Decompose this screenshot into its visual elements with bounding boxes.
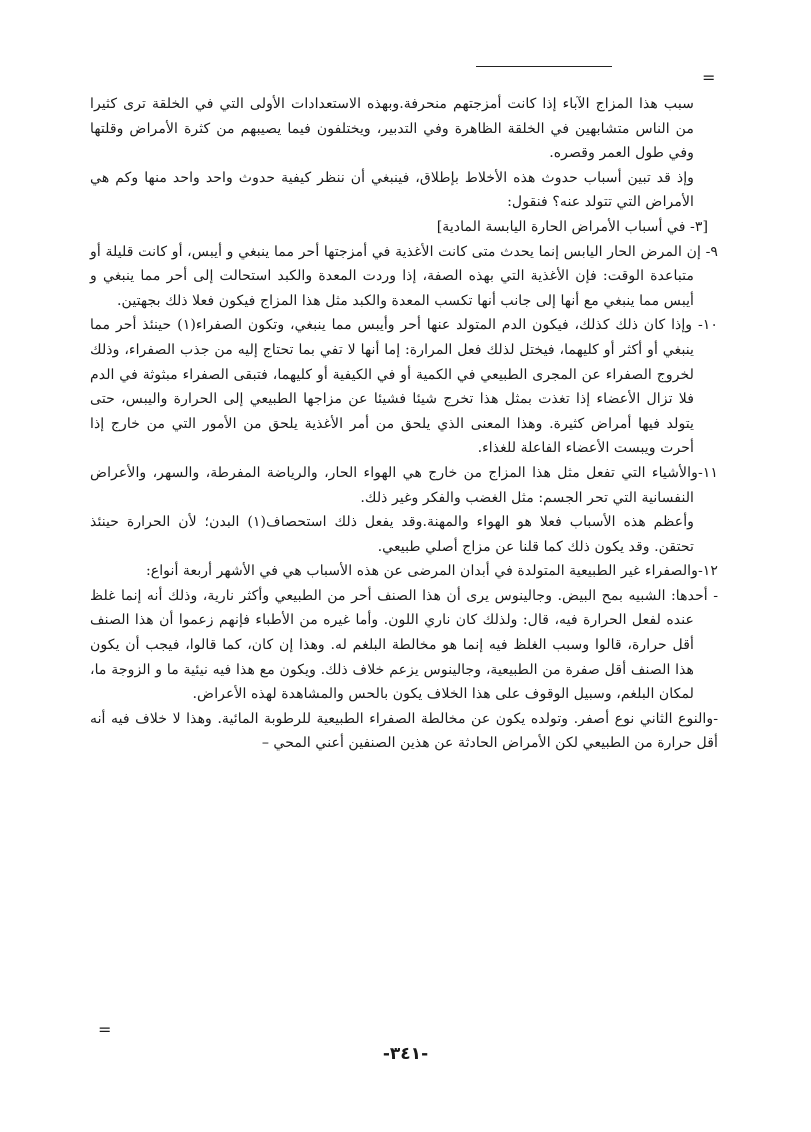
text-line: زعموا أن هذا الصنف أقل حرارة، قالوا وسبب الغلظ فيه إنما هو مخالطة البلغم له. وهذا إن (90, 612, 694, 654)
paragraph (90, 461, 718, 510)
text-line: وإذ قد تبين أسباب حدوث هذه الأخلاط بإطلاق، فينبغي أن ننظر كيفية حدوث واحد (205, 169, 694, 186)
text-line: كان، كما قالوا، فيجب أن يكون هذا الصنف أقل صفرة من الطبيعية، وجالينوس يزعم (90, 637, 695, 678)
text-line: بجهتين. (117, 292, 161, 309)
text-line: هذا الخلاف يكون بالحس والمشاهدة لهذه الأعراض. (192, 686, 491, 703)
text-line: سبب هذا المزاج الآباء إذا كانت أمزجتهم منحرفة.وبهذه الاستعدادات الأولى التي في الخلقة (152, 96, 694, 112)
text-line: ١١-والأشياء التي تفعل مثل هذا المزاج من خارج هي الهواء الحار، والرياضة المفرطة، والسهر، (152, 464, 718, 481)
section-heading (90, 215, 718, 240)
paragraph (90, 510, 718, 559)
continuation-mark-bottom: = (98, 1020, 112, 1039)
text-line: والأعراض النفسانية التي تحر الجسم: مثل الغضب والفكر وغير ذلك. (90, 464, 694, 506)
text-line: أو متباعدة الوقت: فإن الأغذية التي بهذه الصفة، إذا وردت المعدة والكبد استحالت إلى أحر مما ينبغي (90, 243, 694, 285)
text-line: خلاف فيه أنه أقل حرارة من الطبيعي لكن الأمراض الحادثة عن هذين الصنفين أعني المحي – (90, 710, 718, 752)
text-line: و أيبس مما ينبغي مع أنها إلى جانب أنها تكسب المعدة والكبد مثل هذا المزاج فيكون فعلا ذلك (90, 268, 694, 309)
paragraph (90, 313, 718, 461)
paragraph (90, 584, 718, 707)
text-line: يلحق من أمر الأغذية يلحق من الأمور التي من خارج إذا أحرت ويبست الأعضاء الفاعلة (90, 415, 694, 457)
text-line: كليهما، فتبقى الصفراء مبثوثة في الدم فلا تزال الأعضاء إذا تغذت بمثل هذا تخرج شيئا فشيئا (90, 366, 694, 408)
text-line: للغذاء. (477, 440, 517, 457)
text-line: إليه من جذب الصفراء، وذلك لخروج الصفراء عن المجرى الطبيعي في الكمية أو في الكيفية أو (90, 341, 695, 383)
body-text (90, 92, 718, 756)
header-rule (476, 66, 612, 67)
text-line: ترى كثيرا من الناس متشابهين في الخلقة الظاهرة وفي التدبير، ويختلفون فيما يصيبهم من كثرة (90, 96, 694, 137)
continuation-mark-top: = (702, 68, 716, 87)
text-line: وأعظم هذه الأسباب فعلا هو الهواء والمهنة.وقد يفعل ذلك استحصاف(١) البدن؛ لأن (178, 514, 694, 531)
text-line: الحرارة حينئذ تحتقن. وقد يكون ذلك كما قلنا عن مزاج أصلي طبيعي. (90, 514, 694, 555)
paragraph (90, 707, 718, 756)
paragraph (90, 166, 718, 215)
page-number: -٣٤١- (382, 1044, 429, 1064)
text-line: ١٠- وإذا كان ذلك كذلك، فيكون الدم المتولد عنها أحر وأيبس مما ينبغي، وتكون الصفراء(١) (177, 317, 719, 334)
paragraph (90, 240, 718, 314)
text-line: -والنوع الثاني نوع أصفر. وتولده يكون عن مخالطة الصفراء الطبيعية للرطوبة المائية. وهذا لا (172, 710, 718, 727)
text-line: خلاف ذلك. ويكون مع هذا فيه نيئية ما و الزوجة ما، لمكان البلغم، وسبيل الوقوف على (90, 661, 694, 703)
paragraph (90, 559, 718, 584)
text-line: واحد منها وكم هي الأمراض التي تتولد عنه؟ فنقول: (90, 169, 694, 211)
text-line: - أحدها: الشبيه بمح البيض. وجالينوس يرى أن هذا الصنف أحر من الطبيعي وأكثر نارية، وذلك (167, 587, 718, 604)
text-line: [٣- في أسباب الأمراض الحارة اليابسة المادية] (436, 218, 708, 235)
text-line: أنه إنما غلظ عنده لفعل الحرارة فيه، قال: ولذلك كان ناري اللون. وأما غيره من الأطباء فإنهم (90, 587, 694, 629)
text-line: ١٢-والصفراء غير الطبيعية المتولدة في أبدان المرضى عن هذه الأسباب هي في الأشهر أربعة أنواع: (145, 563, 718, 580)
text-line: الأمراض وقلتها وفي طول العمر وقصره. (90, 120, 694, 162)
text-line: حينئذ أحر مما ينبغي أو أكثر أو كليهما، فيختل لذلك فعل المرارة: إما أنها لا تفي بما تحتاج (90, 317, 694, 358)
paragraph (90, 92, 718, 166)
text-line: ٩- إن المرض الحار اليابس إنما يحدث متى كانت الأغذية في أمزجتها أحر مما ينبغي و أيبس، أو كانت قليلة (105, 243, 718, 260)
text-line: عن مزاجها الطبيعي إلى الحرارة واليبس، حتى يتولد فيها أمراض كثيرة. وهذا المعنى الذي (90, 391, 694, 432)
